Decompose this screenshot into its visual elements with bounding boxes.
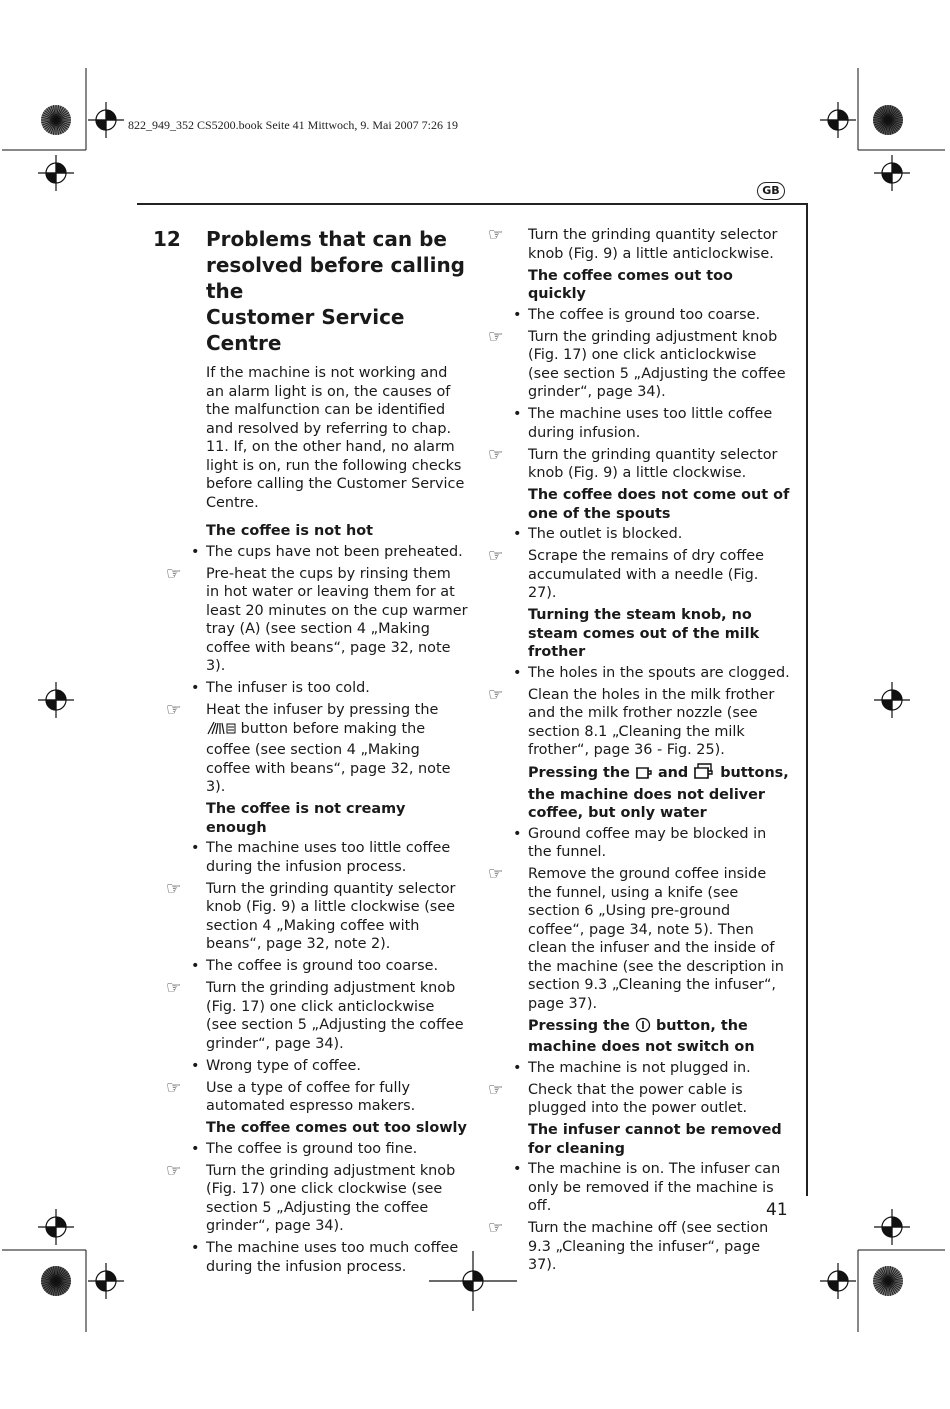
item-text: The coffee is ground too coarse.: [528, 306, 761, 323]
item-text: The machine uses too much coffee during the infusion process.: [206, 1240, 459, 1275]
remedy-item: [488, 1079, 790, 1118]
item-text: The machine is not plugged in.: [528, 1059, 751, 1076]
item-text: The coffee is ground too fine.: [206, 1140, 418, 1157]
pointing-hand-icon: ☞: [166, 1077, 182, 1098]
problem-heading: [528, 1017, 790, 1057]
item-text: The coffee comes out too slowly: [206, 1120, 467, 1136]
item-text: Check that the power cable is plugged into the power outlet.: [528, 1081, 748, 1116]
item-text: Wrong type of coffee.: [206, 1057, 361, 1074]
cause-item: [206, 1239, 468, 1276]
cause-item: [206, 839, 468, 876]
remedy-item: [488, 1218, 790, 1275]
starburst-mark: [873, 105, 903, 135]
problem-heading: [528, 606, 790, 662]
right-troubleshooting-list: [488, 225, 790, 1275]
print-header: 822_949_352 CS5200.book Seite 41 Mittwoch, 9. Mai 2007 7:26 19: [128, 118, 458, 132]
problem-heading: [206, 1119, 468, 1138]
remedy-item: [166, 878, 468, 954]
item-text: The holes in the spouts are clogged.: [528, 664, 790, 681]
item-text: button before making the coffee (see section 4 „Making coffee with beans“, page 32, note 3).: [206, 720, 451, 795]
remedy-item: [166, 563, 468, 676]
cause-item: [206, 543, 468, 562]
item-text: Clean the holes in the milk frother and the milk frother nozzle (see section 8.1 „Cleaning the milk frother“, page 36 - Fig. 25).: [528, 686, 775, 758]
remedy-item: [488, 225, 790, 263]
item-text: The machine uses too little coffee during the infusion process.: [206, 840, 451, 875]
item-text: Turn the grinding adjustment knob (Fig. 17) one click anticlockwise (see section 5 „Adjusting the coffee grinder“, page 34).: [528, 328, 786, 400]
item-text: buttons, the machine does not deliver coffee, but only water: [528, 765, 789, 821]
remedy-item: [488, 326, 790, 402]
pointing-hand-icon: ☞: [488, 1079, 504, 1100]
item-text: Heat the infuser by pressing the: [206, 702, 439, 718]
item-text: Pressing the: [528, 765, 630, 781]
pointing-hand-icon: ☞: [488, 225, 504, 245]
cause-item: [206, 679, 468, 698]
remedy-item: [488, 864, 790, 1013]
item-text: The machine is on. The infuser can only be removed if the machine is off.: [528, 1161, 781, 1214]
item-text: Remove the ground coffee inside the funnel, using a knife (see section 6 „Using pre-ground coffee“, page 34, note 5). Then clean the infuser and the inside of the machine (see the description in section 9.3 „Cleaning the infuser“, page 37).: [528, 866, 784, 1012]
item-text: Use a type of coffee for fully automated espresso makers.: [206, 1079, 416, 1114]
one-cup-icon: [635, 765, 653, 786]
remedy-item: [166, 1077, 468, 1116]
steam-icon: [206, 720, 236, 742]
item-text: The cups have not been preheated.: [206, 543, 463, 560]
remedy-item: [166, 1160, 468, 1236]
cause-item: [206, 1140, 468, 1159]
two-cups-icon: [693, 763, 715, 786]
language-badge: GB: [757, 182, 785, 200]
right-column: [488, 225, 790, 1278]
item-text: The coffee does not come out of one of the spouts: [528, 487, 790, 522]
pointing-hand-icon: ☞: [488, 864, 504, 884]
pointing-hand-icon: ☞: [166, 700, 182, 720]
item-text: Turn the grinding quantity selector knob (Fig. 9) a little clockwise.: [528, 446, 778, 481]
problem-heading: [206, 522, 468, 541]
right-rule: [806, 203, 808, 1196]
problem-heading: [528, 763, 790, 823]
item-text: The infuser is too cold.: [206, 680, 370, 696]
pointing-hand-icon: ☞: [166, 1160, 182, 1181]
item-text: Pressing the: [528, 1017, 630, 1034]
cause-item: [528, 1059, 790, 1078]
item-text: The coffee is ground too coarse.: [206, 958, 439, 974]
item-text: Turn the machine off (see section 9.3 „Cleaning the infuser“, page 37).: [528, 1220, 769, 1273]
section-title-line: resolved before calling the: [206, 253, 465, 303]
item-text: Turn the grinding adjustment knob (Fig. 17) one click clockwise (see section 5 „Adjusting the coffee grinder“, page 34).: [206, 1162, 456, 1234]
starburst-mark: [41, 105, 71, 135]
item-text: The outlet is blocked.: [528, 526, 683, 542]
pointing-hand-icon: ☞: [488, 684, 504, 705]
item-text: The machine uses too little coffee during infusion.: [528, 406, 773, 441]
item-text: Turn the grinding quantity selector knob (Fig. 9) a little clockwise (see section 4 „Making coffee with beans“, page 32, note 2).: [206, 880, 456, 952]
power-icon: [635, 1017, 651, 1039]
item-text: Scrape the remains of dry coffee accumulated with a needle (Fig. 27).: [528, 548, 764, 601]
item-text: The coffee comes out too quickly: [528, 267, 733, 302]
cause-item: [528, 1160, 790, 1216]
cause-item: [206, 957, 468, 976]
left-troubleshooting-list: [166, 522, 468, 1276]
cause-item: [528, 525, 790, 544]
starburst-mark: [873, 1266, 903, 1296]
item-text: button, the machine does not switch on: [528, 1017, 755, 1055]
remedy-item: [488, 444, 790, 483]
pointing-hand-icon: ☞: [166, 878, 182, 899]
remedy-item: [166, 978, 468, 1053]
section-title-line: Problems that can be: [206, 227, 447, 251]
pointing-hand-icon: ☞: [488, 546, 504, 566]
item-text: Ground coffee may be blocked in the funnel.: [528, 825, 767, 860]
item-text: Pre-heat the cups by rinsing them in hot water or leaving them for at least 20 minutes on the cup warmer tray (A) (see section 4 „Making coffee with beans“, page 32, note 3).: [206, 565, 468, 674]
item-text: Turn the grinding quantity selector knob (Fig. 9) a little anticlockwise.: [528, 227, 778, 262]
problem-heading: [206, 800, 468, 837]
pointing-hand-icon: ☞: [166, 563, 182, 584]
starburst-mark: [41, 1266, 71, 1296]
item-text: The coffee is not creamy enough: [206, 801, 406, 836]
item-text: The coffee is not hot: [206, 523, 373, 539]
pointing-hand-icon: ☞: [166, 978, 182, 998]
problem-heading: [528, 1121, 790, 1158]
cause-item: [528, 825, 790, 862]
item-text: Turning the steam knob, no steam comes out of the milk frother: [528, 607, 760, 660]
pointing-hand-icon: ☞: [488, 326, 504, 347]
problem-heading: [528, 267, 790, 304]
section-title-line: Customer Service Centre: [206, 305, 405, 355]
remedy-item: [488, 546, 790, 603]
cause-item: [528, 664, 790, 683]
item-text: and: [657, 765, 689, 781]
section-number: 12: [153, 227, 181, 251]
remedy-item: [166, 700, 468, 797]
page-number: 41: [766, 1200, 788, 1220]
item-text: The infuser cannot be removed for cleaning: [528, 1122, 782, 1157]
pointing-hand-icon: ☞: [488, 444, 504, 465]
intro-paragraph: If the machine is not working and an alarm light is on, the causes of the malfunction can be identified and resolved by referring to chap. 11. If, on the other hand, no alarm light is on, run the following checks before calling the Customer Service Centre.: [206, 365, 465, 511]
cause-item: [528, 306, 790, 325]
item-text: Turn the grinding adjustment knob (Fig. 17) one click anticlockwise (see section 5 „Adjusting the coffee grinder“, page 34).: [206, 980, 464, 1052]
remedy-item: [488, 684, 790, 760]
cause-item: [206, 1057, 468, 1076]
top-rule: [137, 203, 808, 205]
problem-heading: [528, 486, 790, 523]
section-title: [206, 226, 468, 356]
cause-item: [528, 405, 790, 442]
pointing-hand-icon: ☞: [488, 1218, 504, 1238]
